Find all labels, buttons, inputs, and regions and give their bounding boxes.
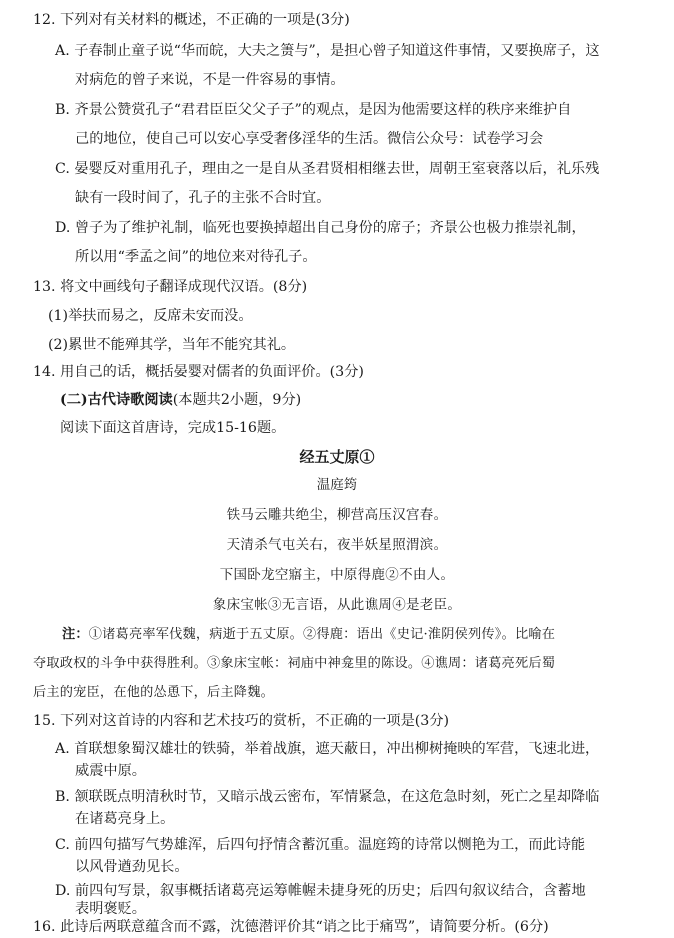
q15-option-c-cont: 以风骨遒劲见长。 — [75, 859, 189, 875]
q15-option-a-cont: 威震中原。 — [75, 763, 146, 779]
q16-stem: 16. 此诗后两联意蕴含而不露，沈德潜评价其“诮之比于痛骂”，请简要分析。(6分) — [33, 919, 549, 935]
q12-option-a: A. 子春制止童子说“华而皖，大夫之箦与”，是担心曾子知道这件事情，又要换席子，这 — [55, 43, 600, 59]
q12-stem: 12. 下列对有关材料的概述，不正确的一项是(3分) — [33, 12, 350, 28]
q13-stem: 13. 将文中画线句子翻译成现代汉语。(8分) — [33, 279, 308, 295]
poem-author: 温庭筠 — [316, 477, 358, 493]
q15-option-b-cont: 在诸葛亮身上。 — [75, 811, 175, 827]
q15-option-d: D. 前四句写景，叙事概括诸葛亮运筹帷幄未捷身死的历史；后四句叙议结合，含蓄地 — [55, 883, 586, 899]
poem-line: 天清杀气屯关右，夜半妖星照渭滨。 — [226, 537, 448, 553]
poem-note-cont: 后主的宠臣，在他的怂恿下，后主降魏。 — [33, 685, 274, 700]
poem-title: 经五丈原① — [299, 448, 375, 466]
poem-note — [62, 625, 555, 645]
section-heading — [60, 390, 301, 410]
q14-stem: 14. 用自己的话，概括晏婴对儒者的负面评价。(3分) — [33, 364, 364, 380]
section-heading-title: (二)古代诗歌阅读 — [60, 392, 173, 408]
q13-sentence-1: (1)举扶而易之，反席未安而没。 — [48, 308, 253, 324]
poem-line: 下国卧龙空寤主，中原得鹿②不由人。 — [219, 567, 455, 583]
q12-option-c-cont: 缺有一段时间了，孔子的主张不合时宜。 — [75, 190, 331, 206]
q15-option-b: B. 颔联既点明清秋时节，又暗示战云密布，军情紧急，在这危急时刻，死亡之星却降临 — [55, 789, 600, 805]
poem-line: 铁马云雕共绝尘，柳营高压汉宫春。 — [226, 507, 448, 523]
q12-option-c: C. 晏婴反对重用孔子，理由之一是自从圣君贤相相继去世，周朝王室衰落以后，礼乐残 — [55, 161, 600, 177]
section-intro: 阅读下面这首唐诗，完成15-16题。 — [60, 420, 286, 436]
q12-option-b-cont: 己的地位，使自己可以安心享受奢侈淫华的生活。微信公众号：试卷学习会 — [75, 131, 544, 147]
q15-option-d-cont: 表明褒贬。 — [75, 901, 146, 917]
poem-note-cont: 夺取政权的斗争中获得胜利。③象床宝帐：祠庙中神龛里的陈设。④谯周：诸葛亮死后蜀 — [33, 656, 556, 671]
section-heading-note: (本题共2小题，9分) — [172, 392, 302, 408]
q15-option-c: C. 前四句描写气势雄浑，后四句抒情含蓄沉重。温庭筠的诗常以恻艳为工，而此诗能 — [55, 837, 586, 853]
q15-stem: 15. 下列对这首诗的内容和艺术技巧的赏析，不正确的一项是(3分) — [33, 713, 450, 729]
q13-sentence-2: (2)累世不能殚其学，当年不能究其礼。 — [48, 337, 296, 353]
poem-note-label: 注： — [62, 627, 89, 642]
q12-option-d-cont: 所以用“季孟之间”的地位来对待孔子。 — [75, 249, 317, 265]
q12-option-b: B. 齐景公赞赏孔子“君君臣臣父父子子”的观点，是因为他需要这样的秩序来维护自 — [55, 102, 572, 118]
poem-line: 象床宝帐③无言语，从此谯周④是老臣。 — [212, 597, 462, 613]
q12-option-a-cont: 对病危的曾子来说，不是一件容易的事情。 — [75, 72, 345, 88]
q12-option-d: D. 曾子为了维护礼制，临死也要换掉超出自己身份的席子；齐景公也极力推崇礼制， — [55, 220, 586, 236]
q15-option-a: A. 首联想象蜀汉雄壮的铁骑，举着战旗，遮天蔽日，冲出柳树掩映的军营，飞速北进， — [55, 741, 600, 757]
poem-note-text: ①诸葛亮率军伐魏，病逝于五丈原。②得鹿：语出《史记·淮阴侯列传》。比喻在 — [88, 627, 556, 642]
